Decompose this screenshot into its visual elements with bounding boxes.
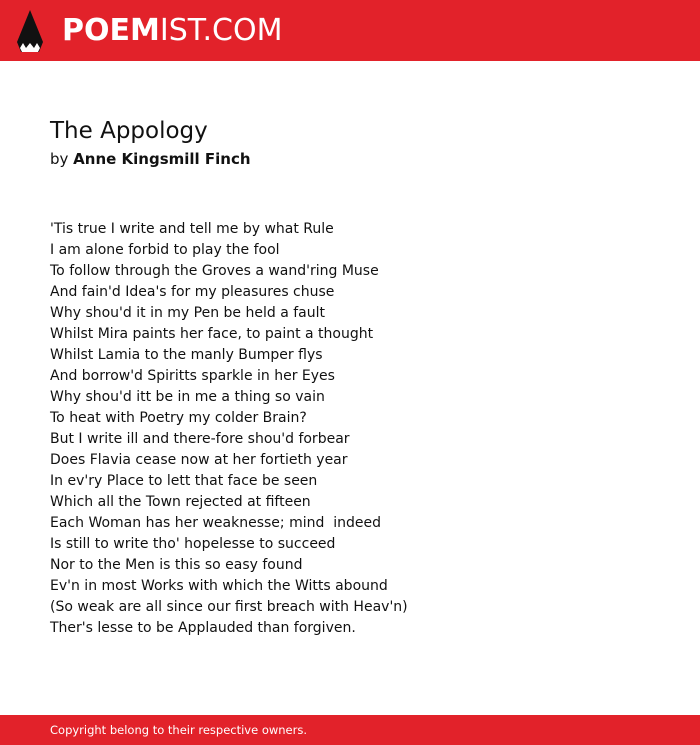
poem-body xyxy=(50,219,408,639)
poem-line: Why shou'd it in my Pen be held a fault xyxy=(50,305,325,321)
site-logo[interactable] xyxy=(62,14,282,48)
poem-line: Whilst Lamia to the manly Bumper flys xyxy=(50,347,323,363)
poem-line: Each Woman has her weaknesse; mind indeed xyxy=(50,515,382,531)
poem-line: Nor to the Men is this so easy found xyxy=(50,557,303,573)
poem-line: And fain'd Idea's for my pleasures chuse xyxy=(50,284,335,300)
poem-author: Anne Kingsmill Finch xyxy=(73,150,251,168)
poem-line: Ev'n in most Works with which the Witts abound xyxy=(50,578,388,594)
poem-title: The Appology xyxy=(50,118,208,144)
poem-line: And borrow'd Spiritts sparkle in her Eyes xyxy=(50,368,335,384)
poem-line: In ev'ry Place to lett that face be seen xyxy=(50,473,318,489)
poem-line: To heat with Poetry my colder Brain? xyxy=(50,410,307,426)
poem-line: (So weak are all since our first breach with Heav'n) xyxy=(50,599,408,615)
poem-line: 'Tis true I write and tell me by what Rule xyxy=(50,221,334,237)
poem-line: Ther's lesse to be Applauded than forgiven. xyxy=(50,620,356,636)
poem-line: I am alone forbid to play the fool xyxy=(50,242,280,258)
copyright-text: Copyright belong to their respective owners. xyxy=(50,723,308,737)
poem-line: Whilst Mira paints her face, to paint a thought xyxy=(50,326,374,342)
poem-line: Which all the Town rejected at fifteen xyxy=(50,494,311,510)
poem-line: But I write ill and there-fore shou'd forbear xyxy=(50,431,350,447)
poem-line: Why shou'd itt be in me a thing so vain xyxy=(50,389,325,405)
by-label: by xyxy=(50,150,74,168)
poem-line: Is still to write tho' hopelesse to succeed xyxy=(50,536,336,552)
pencil-icon[interactable] xyxy=(17,10,43,52)
logo-bold-text: POEM xyxy=(62,13,160,48)
poem-line: To follow through the Groves a wand'ring Muse xyxy=(50,263,379,279)
poem-line: Does Flavia cease now at her fortieth year xyxy=(50,452,348,468)
poem-byline xyxy=(50,149,251,169)
logo-light-text: IST.COM xyxy=(159,13,283,48)
site-header xyxy=(0,0,700,61)
site-footer xyxy=(0,715,700,745)
